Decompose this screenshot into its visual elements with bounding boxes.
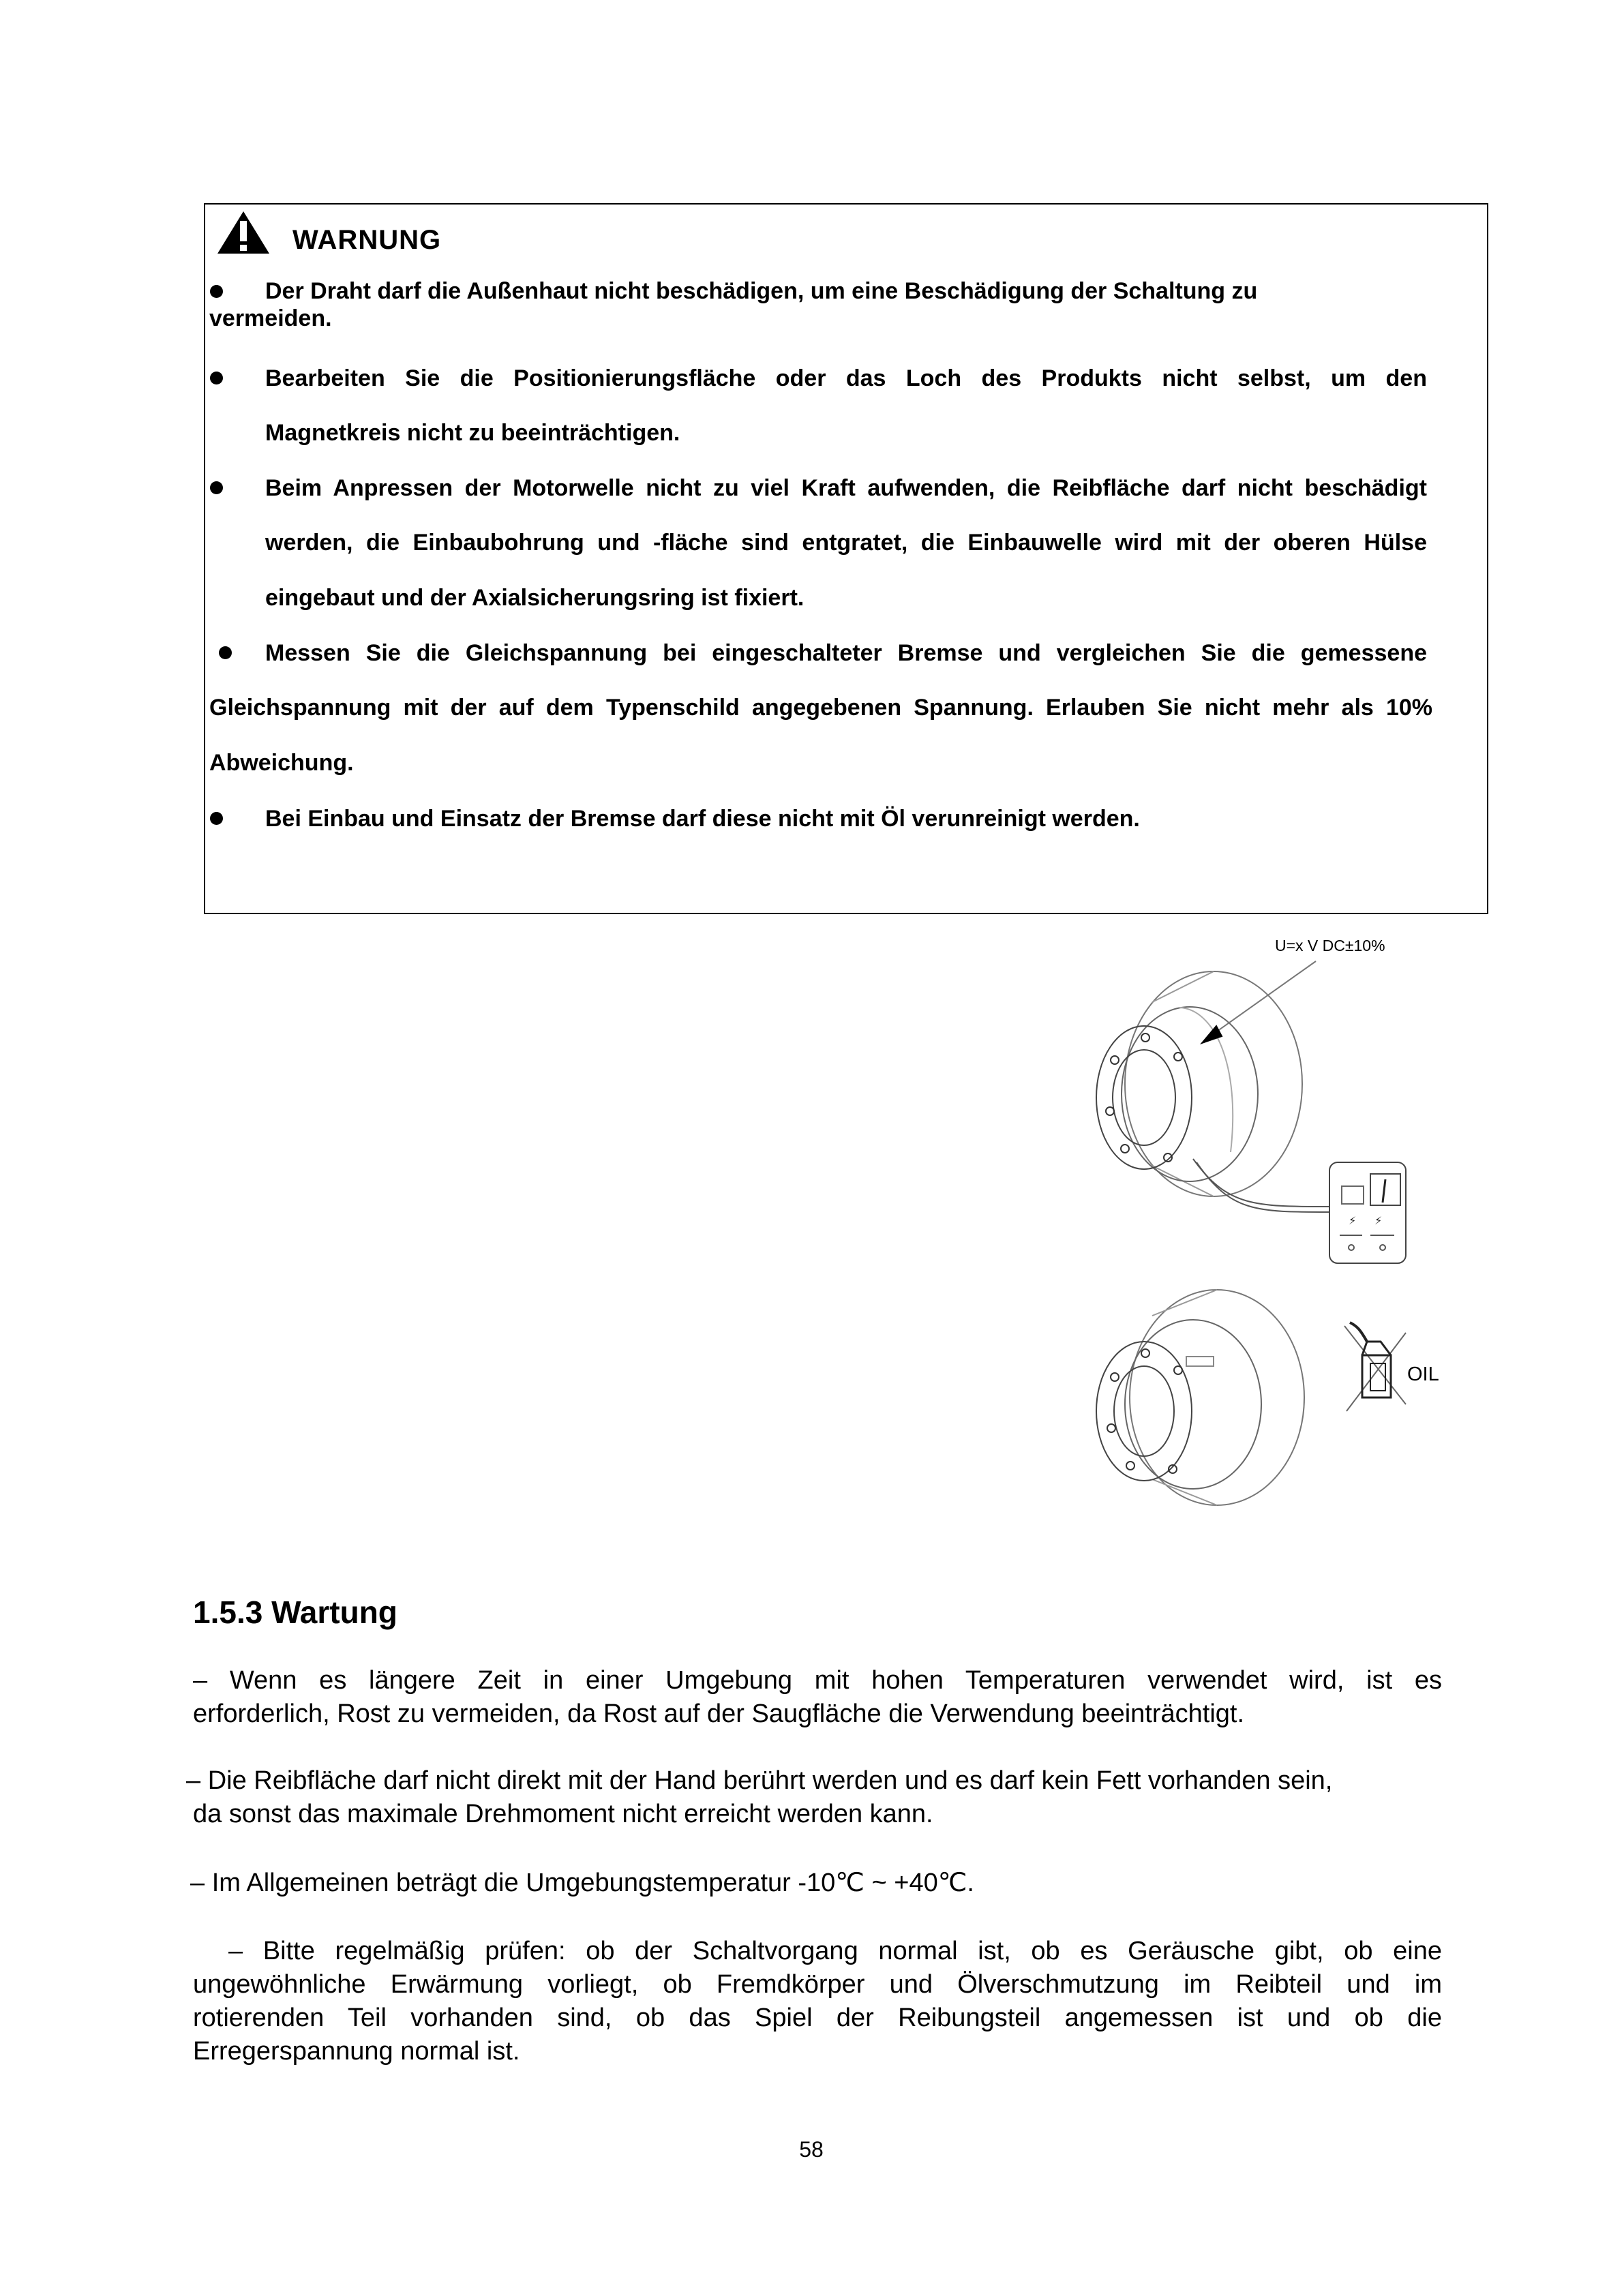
bullet-icon bbox=[210, 812, 223, 825]
warning-item-2-line-2: Magnetkreis nicht zu beeinträchtigen. bbox=[265, 420, 680, 446]
warning-item-1-line-1: Der Draht darf die Außenhaut nicht beschädigen, um eine Beschädigung der Schaltung zu bbox=[265, 278, 1258, 304]
brake-illustration bbox=[1077, 927, 1459, 1520]
section-title: 1.5.3 Wartung bbox=[193, 1595, 397, 1630]
warning-item-5-line-1: Bei Einbau und Einsatz der Bremse darf diese nicht mit Öl verunreinigt werden. bbox=[265, 806, 1140, 832]
svg-text:⚡: ⚡ bbox=[1374, 1214, 1383, 1227]
bullet-icon bbox=[210, 481, 223, 494]
warning-title: WARNUNG bbox=[292, 225, 442, 255]
warning-item-3-line-3: eingebaut und der Axialsicherungsring ist fixiert. bbox=[265, 585, 805, 611]
warning-item-3-line-2: werden, die Einbaubohrung und -fläche sind entgratet, die Einbauwelle wird mit der oberen Hülse bbox=[265, 530, 1427, 556]
paragraph-4-line-2: ungewöhnliche Erwärmung vorliegt, ob Fremdkörper und Ölverschmutzung im Reibteil und im bbox=[193, 1970, 1442, 1999]
brake-top-drawing bbox=[1096, 961, 1406, 1263]
paragraph-2-line-1: – Die Reibfläche darf nicht direkt mit der Hand berührt werden und es darf kein Fett vorhanden sein, bbox=[186, 1766, 1333, 1795]
bullet-icon bbox=[219, 646, 232, 659]
paragraph-4-line-1: – Bitte regelmäßig prüfen: ob der Schaltvorgang normal ist, ob es Geräusche gibt, ob eine bbox=[228, 1937, 1442, 1965]
bullet-icon bbox=[210, 285, 223, 298]
paragraph-4-line-4: Erregerspannung normal ist. bbox=[193, 2037, 520, 2066]
bullet-icon bbox=[210, 372, 223, 384]
warning-box bbox=[204, 203, 1488, 914]
warning-item-2-line-1: Bearbeiten Sie die Positionierungsfläche oder das Loch des Produkts nicht selbst, um den bbox=[265, 365, 1427, 391]
paragraph-1-line-1: – Wenn es längere Zeit in einer Umgebung mit hohen Temperaturen verwendet wird, ist es bbox=[193, 1666, 1442, 1695]
brake-diagram bbox=[1077, 927, 1459, 1520]
warning-triangle-icon bbox=[216, 210, 271, 255]
page-number: 58 bbox=[799, 2137, 824, 2162]
warning-item-4-line-3: Abweichung. bbox=[209, 750, 354, 776]
voltage-label: U=x V DC±10% bbox=[1275, 937, 1385, 954]
warning-item-4-line-2: Gleichspannung mit der auf dem Typenschild angegebenen Spannung. Erlauben Sie nicht mehr als 10% bbox=[209, 695, 1432, 721]
brake-bottom-drawing bbox=[1096, 1290, 1406, 1505]
paragraph-1-line-2: erforderlich, Rost zu vermeiden, da Rost auf der Saugfläche die Verwendung beeinträchtigt. bbox=[193, 1700, 1245, 1728]
warning-item-4-line-1: Messen Sie die Gleichspannung bei eingeschalteter Bremse und vergleichen Sie die gemessene bbox=[265, 640, 1427, 666]
warning-item-3-line-1: Beim Anpressen der Motorwelle nicht zu viel Kraft aufwenden, die Reibfläche darf nicht beschädigt bbox=[265, 475, 1427, 501]
paragraph-2-line-2: da sonst das maximale Drehmoment nicht erreicht werden kann. bbox=[193, 1800, 933, 1828]
svg-text:⚡: ⚡ bbox=[1349, 1214, 1357, 1227]
paragraph-4-line-3: rotierenden Teil vorhanden sind, ob das Spiel der Reibungsteil angemessen ist und ob die bbox=[193, 2004, 1442, 2032]
warning-item-1-line-2: vermeiden. bbox=[209, 305, 332, 331]
oil-label: OIL bbox=[1407, 1363, 1439, 1385]
paragraph-3-line-1: – Im Allgemeinen beträgt die Umgebungstemperatur -10℃ ~ +40℃. bbox=[190, 1869, 974, 1897]
